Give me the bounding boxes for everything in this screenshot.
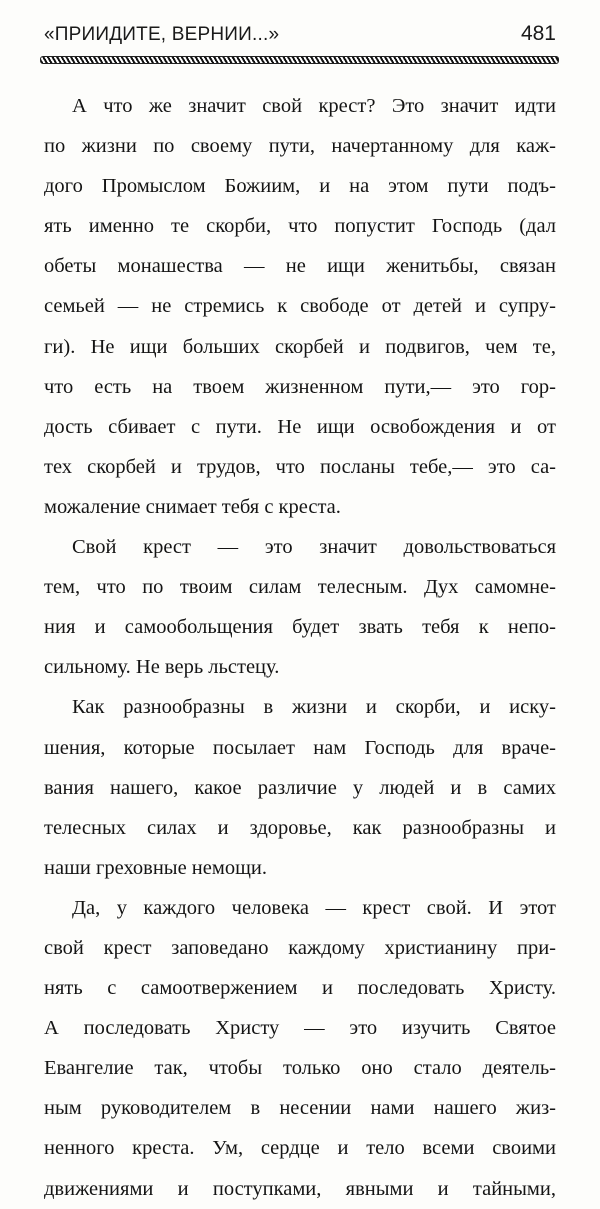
text-line: семьей — не стремись к свободе от детей и супру- (44, 295, 556, 318)
text-line: что есть на твоем жизненном пути,— это гор- (44, 375, 556, 398)
page-header (44, 22, 556, 52)
text-line: ненного креста. Ум, сердце и тело всеми своими (44, 1137, 556, 1160)
text-line: дость сбивает с пути. Не ищи освобождения и от (44, 415, 556, 438)
text-line: Евангелие так, чтобы только оно стало деятель- (44, 1057, 556, 1080)
text-line: тем, что по твоим силам телесным. Дух самомне- (44, 576, 556, 599)
text-line: ным руководителем в несении нами нашего жиз- (44, 1097, 556, 1120)
text-line: ять именно те скорби, что попустит Господь (дал (44, 215, 556, 238)
text-line: А последовать Христу — это изучить Святое (44, 1017, 556, 1040)
text-line: шения, которые посылает нам Господь для враче- (44, 736, 556, 759)
body-text (44, 86, 556, 1209)
text-line: Да, у каждого человека — крест свой. И этот (72, 896, 556, 919)
text-line: Свой крест — это значит довольствоваться (72, 536, 556, 559)
text-line: обеты монашества — не ищи женитьбы, связан (44, 255, 556, 278)
text-line: свой крест заповедано каждому христианину при- (44, 936, 556, 959)
text-line: по жизни по своему пути, начертанному для каж- (44, 135, 556, 158)
text-line: движениями и поступками, явными и тайными, (44, 1177, 556, 1200)
text-line: ги). Не ищи больших скорбей и подвигов, чем те, (44, 335, 556, 358)
text-line: дого Промыслом Божиим, и на этом пути подъ- (44, 175, 556, 198)
text-line: нять с самоотвержением и последовать Христу. (44, 977, 556, 1000)
running-title: «ПРИИДИТЕ, ВЕРНИИ...» (44, 24, 280, 45)
text-line: наши греховные немощи. (44, 856, 267, 879)
text-line: сильному. Не верь льстецу. (44, 656, 280, 679)
page-number: 481 (520, 22, 556, 45)
text-line: ния и самообольщения будет звать тебя к непо- (44, 616, 556, 639)
text-line: тех скорбей и трудов, что посланы тебе,— это са- (44, 455, 556, 478)
text-line: телесных силах и здоровье, как разнообразны и (44, 816, 556, 839)
rope-divider (40, 56, 559, 64)
text-line: Как разнообразны в жизни и скорби, и иску- (72, 696, 556, 719)
text-line: можаление снимает тебя с креста. (44, 495, 341, 518)
text-line: вания нашего, какое различие у людей и в самих (44, 776, 556, 799)
text-line: А что же значит свой крест? Это значит идти (72, 95, 556, 117)
